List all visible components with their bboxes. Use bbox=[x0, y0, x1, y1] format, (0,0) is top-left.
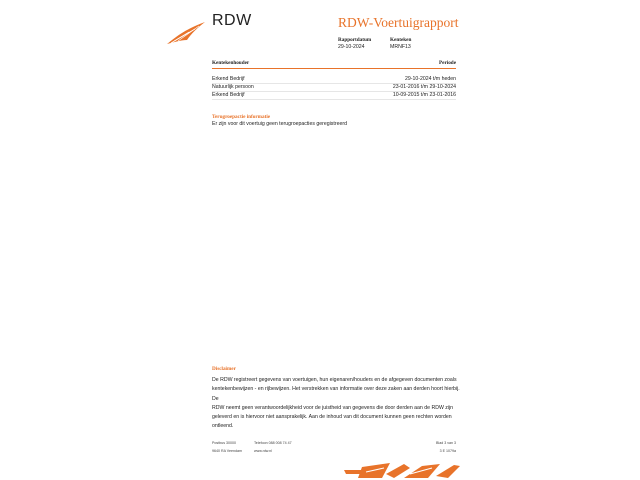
document-title: RDW-Voertuigrapport bbox=[338, 15, 459, 30]
holder-column-header: Kentekenhouder bbox=[212, 60, 250, 66]
footer-address: 9640 RA Veendam bbox=[212, 449, 242, 453]
recall-section-title: Terugroepactie informatie bbox=[212, 114, 271, 120]
table-row bbox=[212, 83, 456, 91]
disclaimer-line: geleverd en is hiervoor niet aansprakelijk. Aan de inhoud van dit document kunnen geen rechten worden bbox=[212, 414, 452, 421]
disclaimer-line: ontleend. bbox=[212, 423, 234, 430]
holder-cell: Erkend Bedrijf bbox=[212, 76, 245, 82]
holder-cell: Natuurlijk persoon bbox=[212, 84, 254, 90]
recall-text: Er zijn voor dit voertuig geen terugroepacties geregistreerd bbox=[212, 121, 347, 127]
period-cell: 29-10-2024 t/m heden bbox=[404, 76, 456, 82]
license-plate-label: Kenteken bbox=[390, 37, 412, 43]
disclaimer-text bbox=[212, 376, 462, 432]
table-header-rule bbox=[212, 68, 456, 69]
disclaimer-line: kentekenbewijzen - en rijbewijzen. Het verstrekken van informatie over deze zaken aan derden hoort hierbij. De bbox=[212, 386, 460, 402]
report-date-label: Rapportdatum bbox=[338, 37, 372, 43]
period-column-header: Periode bbox=[439, 60, 456, 66]
holder-cell: Erkend Bedrijf bbox=[212, 92, 245, 98]
footer-document-code: 3 E 1079a bbox=[439, 449, 456, 453]
decorative-stripes-icon bbox=[344, 462, 462, 480]
row-divider bbox=[212, 99, 456, 100]
footer-phone: Telefoon 088 008 74 47 bbox=[254, 441, 292, 445]
period-cell: 10-09-2015 t/m 23-01-2016 bbox=[392, 92, 456, 98]
footer-postbus: Postbus 30000 bbox=[212, 441, 236, 445]
table-row bbox=[212, 75, 456, 83]
footer-website[interactable]: www.rdw.nl bbox=[254, 449, 272, 453]
table-row bbox=[212, 91, 456, 99]
period-cell: 23-01-2016 t/m 29-10-2024 bbox=[392, 84, 456, 90]
disclaimer-title: Disclaimer bbox=[212, 366, 236, 372]
rdw-logo-icon bbox=[165, 20, 207, 46]
disclaimer-line: De RDW registreert gegevens van voertuigen, hun eigenaren/houders en de afgegeven documenten zoals bbox=[212, 377, 457, 383]
disclaimer-line: RDW neemt geen verantwoordelijkheid voor de juistheid van gegevens die door derden aan de RDW zijn bbox=[212, 404, 454, 411]
footer-page-number: Blad 3 van 3 bbox=[436, 441, 456, 445]
report-date-value: 29-10-2024 bbox=[338, 44, 365, 50]
license-plate-value: MRNF13 bbox=[390, 44, 411, 50]
brand-name: RDW bbox=[212, 12, 252, 29]
